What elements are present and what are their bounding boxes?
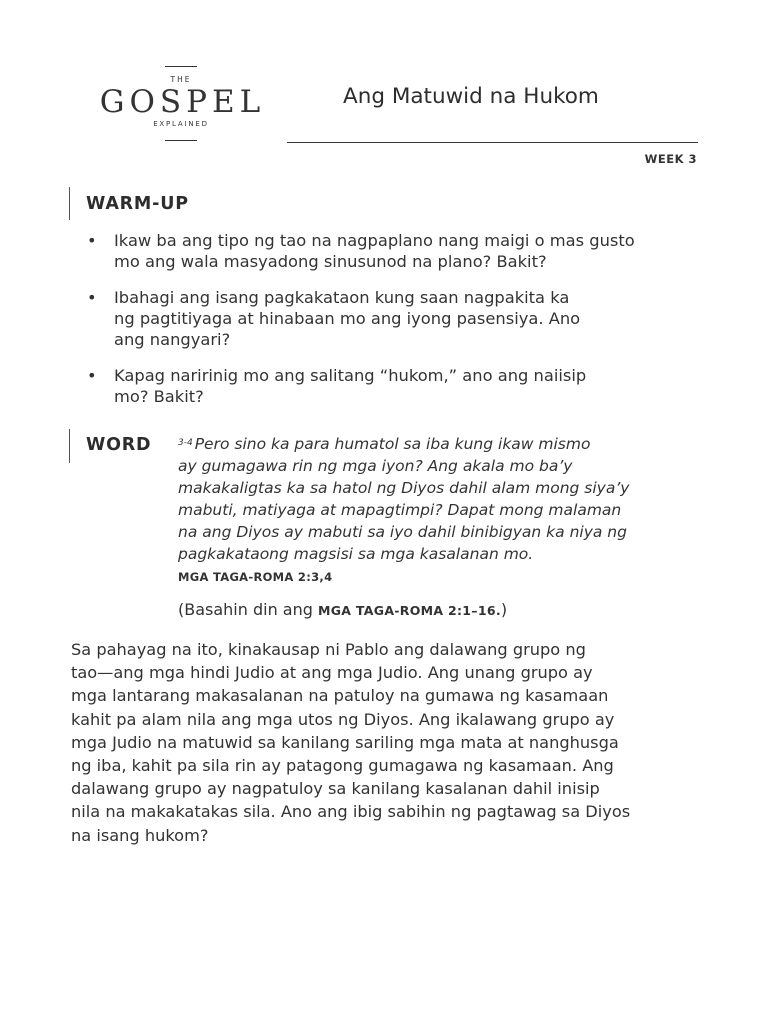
verse-line: mabuti, matiyaga at mapagtimpi? Dapat mong malaman — [178, 501, 622, 519]
word-section-bar — [69, 429, 70, 463]
logo-top-rule — [165, 66, 197, 67]
logo-gospel-text: GOSPEL — [99, 84, 266, 120]
question-line: Kapag naririnig mo ang salitang “hukom,” ano ang naiisip — [114, 366, 587, 385]
also-read-reference: MGA TAGA-ROMA 2:1–16. — [318, 603, 501, 618]
list-item — [86, 287, 706, 350]
also-read-prefix: (Basahin din ang — [178, 600, 318, 619]
body-line: mga Judio na matuwid sa kanilang sariling mga mata at nanghusga — [71, 732, 619, 752]
list-item — [86, 365, 706, 407]
body-line: kahit pa alam nila ang mga utos ng Diyos. Ang ikalawang grupo ay — [71, 709, 615, 729]
body-line: ng iba, kahit pa sila rin ay patagong gumagawa ng kasamaan. Ang — [71, 756, 614, 776]
verse-number: 3-4 — [178, 438, 193, 448]
verse-reference: MGA TAGA-ROMA 2:3,4 — [178, 570, 333, 584]
question-line: mo? Bakit? — [114, 387, 204, 406]
body-line: Sa pahayag na ito, kinakausap ni Pablo ang dalawang grupo ng — [71, 640, 586, 659]
scripture-verse — [178, 433, 708, 565]
body-paragraph — [71, 638, 711, 847]
bullet-icon: • — [87, 288, 97, 307]
warm-up-heading: WARM-UP — [86, 194, 189, 214]
week-label: WEEK 3 — [644, 152, 697, 166]
logo-explained-text: EXPLAINED — [153, 120, 209, 128]
list-item — [86, 230, 706, 272]
verse-line: makakaligtas ka sa hatol ng Diyos dahil alam mong siya’y — [178, 479, 630, 497]
question-line: ng pagtitiyaga at hinabaan mo ang iyong pasensiya. Ano — [114, 309, 581, 328]
bullet-icon: • — [87, 366, 97, 385]
header-divider — [287, 142, 698, 143]
verse-line: pagkakataong magsisi sa mga kasalanan mo. — [178, 545, 534, 563]
gospel-explained-logo — [76, 66, 286, 141]
body-line: mga lantarang makasalanan na patuloy na gumawa ng kasamaan — [71, 686, 609, 706]
body-line: na isang hukom? — [71, 825, 209, 845]
body-line: nila na makakatakas sila. Ano ang ibig sabihin ng pagtawag sa Diyos — [71, 802, 631, 822]
body-line: dalawang grupo ay nagpatuloy sa kanilang kasalanan dahil inisip — [71, 779, 600, 799]
warm-up-section-bar — [69, 187, 70, 220]
page-title: Ang Matuwid na Hukom — [343, 84, 599, 109]
question-line: ang nangyari? — [114, 330, 231, 349]
logo-the-text: THE — [170, 75, 192, 84]
body-line: tao—ang mga hindi Judio at ang mga Judio. Ang unang grupo ay — [71, 663, 593, 683]
verse-line: ay gumagawa rin ng mga iyon? Ang akala mo ba’y — [178, 457, 573, 475]
also-read-note — [178, 600, 507, 619]
question-line: mo ang wala masyadong sinusunod na plano? Bakit? — [114, 252, 547, 271]
logo-bottom-rule — [165, 140, 197, 141]
verse-line: na ang Diyos ay mabuti sa iyo dahil binibigyan ka niya ng — [178, 523, 627, 541]
question-line: Ikaw ba ang tipo ng tao na nagpaplano nang maigi o mas gusto — [114, 231, 635, 250]
question-line: Ibahagi ang isang pagkakataon kung saan nagpakita ka — [114, 288, 570, 307]
bullet-icon: • — [87, 231, 97, 250]
verse-line: Pero sino ka para humatol sa iba kung ikaw mismo — [194, 435, 591, 453]
word-heading: WORD — [86, 435, 152, 455]
also-read-suffix: ) — [500, 600, 508, 619]
warm-up-question-list — [86, 230, 706, 422]
